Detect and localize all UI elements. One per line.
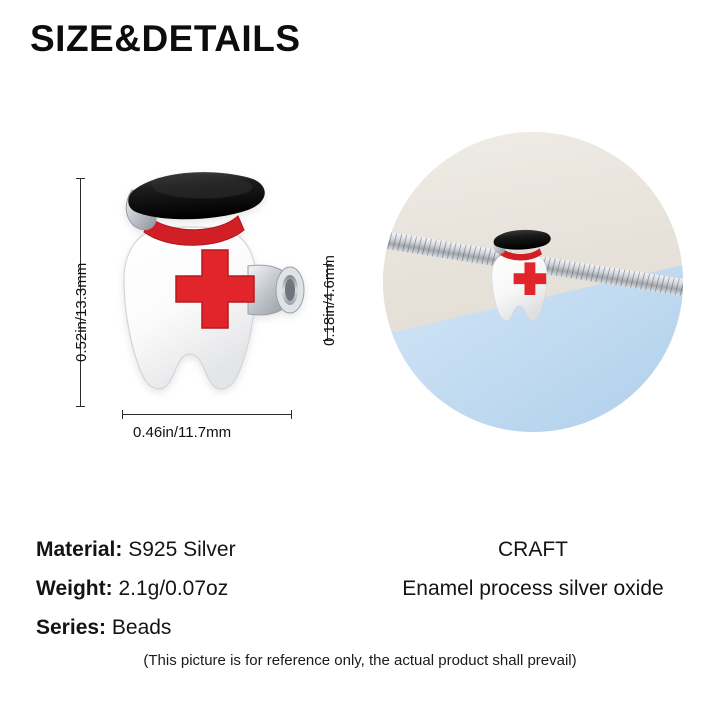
width-dimension-label: 0.46in/11.7mm (133, 424, 232, 441)
product-photo (383, 132, 683, 432)
bead-hole-inner (285, 279, 295, 301)
craft-block (368, 530, 698, 608)
spec-material (36, 530, 366, 569)
spec-series-label: Series: (36, 616, 107, 639)
spec-weight (36, 569, 366, 608)
height-tick-top (76, 178, 85, 179)
page-title: SIZE&DETAILS (30, 18, 301, 59)
spec-series (36, 608, 366, 647)
craft-title: CRAFT (498, 538, 568, 561)
specs-block (36, 530, 366, 647)
spec-weight-label: Weight: (36, 577, 113, 600)
product-dimension-diagram (40, 150, 360, 470)
spec-material-label: Material: (36, 538, 123, 561)
black-cap-small (494, 230, 551, 250)
disclaimer-text: (This picture is for reference only, the actual product shall prevail) (143, 652, 577, 669)
height-dimension-label: 0.52in/13.3mm (73, 262, 90, 362)
tooth-charm-illustration (98, 168, 318, 416)
spec-series-value: Beads (111, 616, 172, 639)
spec-material-value: S925 Silver (128, 538, 236, 561)
tooth-body (124, 227, 256, 389)
spec-weight-value: 2.1g/0.07oz (118, 577, 229, 600)
hole-dimension-label: 0.18in/4.6mm (321, 255, 338, 346)
height-tick-bottom (76, 406, 85, 407)
tooth-body-small (492, 253, 547, 321)
tooth-charm-on-chain (481, 228, 573, 332)
craft-text: Enamel process silver oxide (402, 577, 664, 600)
